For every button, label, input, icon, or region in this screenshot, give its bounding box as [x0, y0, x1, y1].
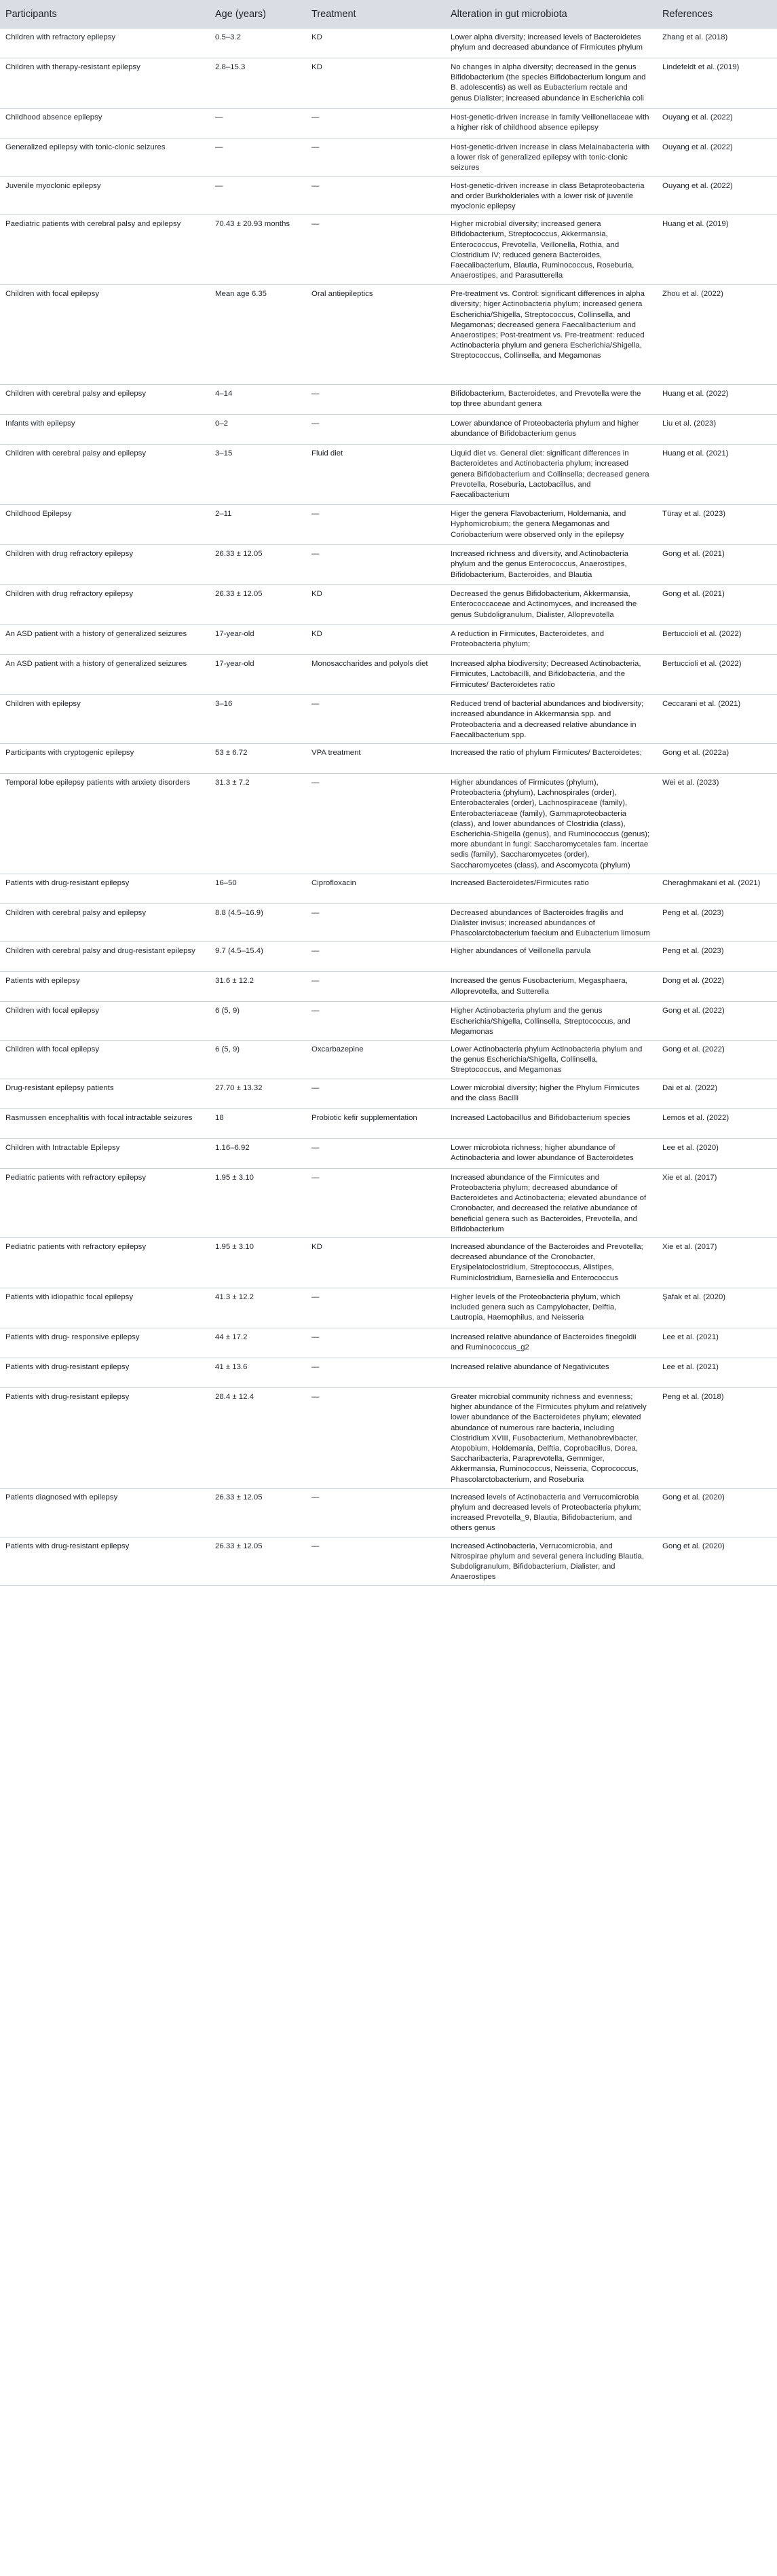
- table-row: [0, 138, 777, 177]
- table-row: [0, 29, 777, 58]
- cell-participants: Paediatric patients with cerebral palsy and epilepsy: [0, 215, 210, 285]
- cell-treatment: —: [306, 215, 445, 285]
- cell-reference: Lee et al. (2021): [657, 1328, 777, 1358]
- cell-age: 4–14: [210, 385, 306, 415]
- cell-participants: Children with focal epilepsy: [0, 1041, 210, 1079]
- cell-reference: Lemos et al. (2022): [657, 1108, 777, 1138]
- cell-reference: Şafak et al. (2020): [657, 1288, 777, 1328]
- cell-alteration: Lower abundance of Proteobacteria phylum and higher abundance of Bifidobacterium genus: [445, 415, 657, 445]
- cell-alteration: Increased the ratio of phylum Firmicutes/ Bacteroidetes;: [445, 744, 657, 774]
- cell-treatment: KD: [306, 1237, 445, 1288]
- cell-participants: Children with drug refractory epilepsy: [0, 585, 210, 625]
- cell-treatment: —: [306, 1488, 445, 1537]
- table-row: [0, 505, 777, 545]
- cell-reference: Ouyang et al. (2022): [657, 176, 777, 215]
- cell-alteration: No changes in alpha diversity; decreased in the genus Bifidobacterium (the species Bifidobacterium longum and B. adolescentis) as well as Eubacterium rectale and genus Dialister; increased abundance in Escherichia coli: [445, 58, 657, 109]
- table-row: [0, 1288, 777, 1328]
- cell-alteration: Higer the genera Flavobacterium, Holdemania, and Hyphomicrobium; the genera Megamonas and Coriobacterium were observed only in the epilepsy: [445, 505, 657, 545]
- cell-participants: Patients with idiopathic focal epilepsy: [0, 1288, 210, 1328]
- header-age: Age (years): [210, 0, 306, 29]
- cell-treatment: —: [306, 1168, 445, 1237]
- cell-alteration: Lower Actinobacteria phylum Actinobacteria phylum and the genus Escherichia/Shigella, Collinsella, Streptococcus, and Megamonas: [445, 1041, 657, 1079]
- cell-reference: Gong et al. (2020): [657, 1537, 777, 1586]
- table-row: [0, 1108, 777, 1138]
- cell-reference: Zhou et al. (2022): [657, 285, 777, 385]
- cell-age: 1.95 ± 3.10: [210, 1237, 306, 1288]
- cell-age: 0.5–3.2: [210, 29, 306, 58]
- cell-reference: Dong et al. (2022): [657, 972, 777, 1002]
- cell-age: 2–11: [210, 505, 306, 545]
- cell-participants: Children with therapy-resistant epilepsy: [0, 58, 210, 109]
- cell-alteration: Reduced trend of bacterial abundances and biodiversity; increased abundance in Akkermansia spp. and Proteobacteria and a decreased relative abundance in Faecalibacterium spp.: [445, 695, 657, 744]
- header-alteration: Alteration in gut microbiota: [445, 0, 657, 29]
- cell-treatment: —: [306, 942, 445, 972]
- table-row: [0, 1168, 777, 1237]
- table-row: [0, 744, 777, 774]
- cell-participants: Pediatric patients with refractory epilepsy: [0, 1168, 210, 1237]
- cell-treatment: —: [306, 1002, 445, 1041]
- cell-participants: Children with refractory epilepsy: [0, 29, 210, 58]
- cell-alteration: Lower microbial diversity; higher the Phylum Firmicutes and the class Bacilli: [445, 1079, 657, 1108]
- table-row: [0, 415, 777, 445]
- cell-reference: Wei et al. (2023): [657, 774, 777, 874]
- cell-alteration: Increased abundance of the Bacteroides and Prevotella; decreased abundance of the Cronobacter, Erysipelatoclostridium, Streptococcus, Alistipes, Ruminiclostridium, Barnesiella and Enterococcus: [445, 1237, 657, 1288]
- cell-reference: Peng et al. (2018): [657, 1387, 777, 1488]
- cell-reference: Türay et al. (2023): [657, 505, 777, 545]
- cell-age: 2.8–15.3: [210, 58, 306, 109]
- cell-treatment: —: [306, 109, 445, 138]
- table-row: [0, 545, 777, 585]
- table-row: [0, 585, 777, 625]
- cell-age: 26.33 ± 12.05: [210, 1537, 306, 1586]
- cell-age: 1.95 ± 3.10: [210, 1168, 306, 1237]
- cell-age: 6 (5, 9): [210, 1041, 306, 1079]
- cell-age: Mean age 6.35: [210, 285, 306, 385]
- cell-age: 0–2: [210, 415, 306, 445]
- cell-age: 17-year-old: [210, 625, 306, 655]
- cell-age: 16–50: [210, 874, 306, 903]
- cell-participants: Patients with drug-resistant epilepsy: [0, 874, 210, 903]
- cell-alteration: Increased relative abundance of Negativicutes: [445, 1358, 657, 1387]
- cell-age: —: [210, 109, 306, 138]
- cell-treatment: —: [306, 1537, 445, 1586]
- cell-reference: Bertuccioli et al. (2022): [657, 625, 777, 655]
- header-participants: Participants: [0, 0, 210, 29]
- cell-reference: Gong et al. (2021): [657, 545, 777, 585]
- cell-participants: Children with cerebral palsy and epilepsy: [0, 445, 210, 505]
- cell-treatment: —: [306, 176, 445, 215]
- cell-alteration: Increased the genus Fusobacterium, Megasphaera, Alloprevotella, and Sutterella: [445, 972, 657, 1002]
- cell-participants: Generalized epilepsy with tonic-clonic seizures: [0, 138, 210, 177]
- cell-treatment: —: [306, 545, 445, 585]
- cell-age: —: [210, 138, 306, 177]
- cell-age: —: [210, 176, 306, 215]
- cell-participants: Childhood absence epilepsy: [0, 109, 210, 138]
- cell-alteration: Greater microbial community richness and evenness; higher abundance of the Firmicutes phylum and relatively lower abundance of the Bacteroidetes phylum; elevated abundance of numerous rare bacteria, including Clostridium XVIII, Fusobacterium, Methanobrevibacter, Atopobium, Holdemania, Delftia, Coprobacillus, Dorea, Saccharibacteria, Paraprevotella, Gemmiger, Akkermansia, Ruminococcus, Neisseria, Coprococcus, Phascolarctobacterium, and Roseburia: [445, 1387, 657, 1488]
- table-row: [0, 1237, 777, 1288]
- header-treatment: Treatment: [306, 0, 445, 29]
- cell-treatment: —: [306, 695, 445, 744]
- cell-participants: Patients with drug- responsive epilepsy: [0, 1328, 210, 1358]
- cell-alteration: Increased relative abundance of Bacteroides finegoldii and Ruminococcus_g2: [445, 1328, 657, 1358]
- cell-participants: An ASD patient with a history of generalized seizures: [0, 655, 210, 695]
- cell-treatment: Oxcarbazepine: [306, 1041, 445, 1079]
- cell-alteration: Higher levels of the Proteobacteria phylum, which included genera such as Campylobacter, Delftia, Lautropia, Haemophilus, and Neisseria: [445, 1288, 657, 1328]
- cell-participants: Children with drug refractory epilepsy: [0, 545, 210, 585]
- cell-participants: Juvenile myoclonic epilepsy: [0, 176, 210, 215]
- cell-alteration: Decreased the genus Bifidobacterium, Akkermansia, Enterococcaceae and Actinomyces, and increased the genus Subdoligranulum, Dialister, Alloprevotella: [445, 585, 657, 625]
- cell-treatment: Monosaccharides and polyols diet: [306, 655, 445, 695]
- cell-treatment: —: [306, 1358, 445, 1387]
- table-row: [0, 774, 777, 874]
- cell-reference: Xie et al. (2017): [657, 1168, 777, 1237]
- cell-alteration: Higher abundances of Firmicutes (phylum), Proteobacteria (phylum), Lachnospirales (order), Enterobacterales (order), Lachnospiraceae (family), Enterobacteriaceae (family), Gammaproteobacteria (class), and lower abundances of Clostridia (class), Escherichia-Shigella (genus), and Ruminococcus (genus); more abundant in fungi: Saccharomycetales fam. incertae sedis (family), Saccharomycetes (order), Saccharomycetes (class), and Ascomycota (phylum): [445, 774, 657, 874]
- cell-treatment: —: [306, 774, 445, 874]
- cell-reference: Liu et al. (2023): [657, 415, 777, 445]
- cell-treatment: —: [306, 1387, 445, 1488]
- cell-treatment: —: [306, 1328, 445, 1358]
- cell-reference: Cheraghmakani et al. (2021): [657, 874, 777, 903]
- cell-age: 9.7 (4.5–15.4): [210, 942, 306, 972]
- cell-alteration: Increased richness and diversity, and Actinobacteria phylum and the genus Enterococcus, Anaerostipes, Bifidobacterium, Bacteroides, and Blautia: [445, 545, 657, 585]
- cell-treatment: Probiotic kefir supplementation: [306, 1108, 445, 1138]
- cell-reference: Ceccarani et al. (2021): [657, 695, 777, 744]
- cell-alteration: Higher abundances of Veillonella parvula: [445, 942, 657, 972]
- cell-participants: Patients with drug-resistant epilepsy: [0, 1358, 210, 1387]
- cell-treatment: —: [306, 972, 445, 1002]
- cell-reference: Ouyang et al. (2022): [657, 138, 777, 177]
- cell-alteration: Increased Bacteroidetes/Firmicutes ratio: [445, 874, 657, 903]
- cell-alteration: Increased alpha biodiversity; Decreased Actinobacteria, Firmicutes, Lactobacilli, and Bifidobacteria, and the Firmicutes/ Bacteroidetes ratio: [445, 655, 657, 695]
- cell-reference: Gong et al. (2022a): [657, 744, 777, 774]
- cell-participants: Children with cerebral palsy and epilepsy: [0, 903, 210, 942]
- cell-reference: Lindefeldt et al. (2019): [657, 58, 777, 109]
- cell-participants: Drug-resistant epilepsy patients: [0, 1079, 210, 1108]
- table-row: [0, 445, 777, 505]
- cell-alteration: Bifidobacterium, Bacteroidetes, and Prevotella were the top three abundant genera: [445, 385, 657, 415]
- cell-age: 53 ± 6.72: [210, 744, 306, 774]
- cell-treatment: —: [306, 1138, 445, 1168]
- table-row: [0, 1138, 777, 1168]
- cell-treatment: —: [306, 903, 445, 942]
- table-row: [0, 176, 777, 215]
- cell-age: 31.6 ± 12.2: [210, 972, 306, 1002]
- table-row: [0, 109, 777, 138]
- table-row: [0, 625, 777, 655]
- cell-age: 3–16: [210, 695, 306, 744]
- cell-reference: Gong et al. (2022): [657, 1002, 777, 1041]
- table-row: [0, 874, 777, 903]
- table-row: [0, 385, 777, 415]
- cell-reference: Dai et al. (2022): [657, 1079, 777, 1108]
- cell-alteration: Lower alpha diversity; increased levels of Bacteroidetes phylum and decreased abundance of Firmicutes phylum: [445, 29, 657, 58]
- cell-treatment: Fluid diet: [306, 445, 445, 505]
- cell-treatment: KD: [306, 58, 445, 109]
- cell-participants: Children with focal epilepsy: [0, 1002, 210, 1041]
- table-row: [0, 1079, 777, 1108]
- cell-alteration: Host-genetic-driven increase in class Melainabacteria with a lower risk of generalized epilepsy with tonic-clonic seizures: [445, 138, 657, 177]
- cell-participants: Patients with drug-resistant epilepsy: [0, 1387, 210, 1488]
- cell-treatment: —: [306, 505, 445, 545]
- cell-reference: Lee et al. (2020): [657, 1138, 777, 1168]
- cell-treatment: —: [306, 1288, 445, 1328]
- cell-treatment: KD: [306, 585, 445, 625]
- cell-participants: Participants with cryptogenic epilepsy: [0, 744, 210, 774]
- cell-reference: Huang et al. (2022): [657, 385, 777, 415]
- table-row: [0, 1328, 777, 1358]
- cell-treatment: KD: [306, 29, 445, 58]
- cell-alteration: Increased abundance of the Firmicutes and Proteobacteria phylum; decreased abundance of Bacteroidetes and Actinobacteria; elevated abundance of Cronobacter, and decreased the relative abundance of beneficial genera such as Bacteroides, Prevotella, and Bifidobacterium: [445, 1168, 657, 1237]
- cell-alteration: Increased Lactobacillus and Bifidobacterium species: [445, 1108, 657, 1138]
- cell-treatment: —: [306, 415, 445, 445]
- cell-treatment: VPA treatment: [306, 744, 445, 774]
- cell-age: 1.16–6.92: [210, 1138, 306, 1168]
- cell-participants: Children with cerebral palsy and drug-resistant epilepsy: [0, 942, 210, 972]
- cell-reference: Gong et al. (2022): [657, 1041, 777, 1079]
- cell-participants: Patients diagnosed with epilepsy: [0, 1488, 210, 1537]
- cell-participants: Patients with drug-resistant epilepsy: [0, 1537, 210, 1586]
- cell-participants: Children with cerebral palsy and epilepsy: [0, 385, 210, 415]
- cell-age: 6 (5, 9): [210, 1002, 306, 1041]
- cell-treatment: Ciprofloxacin: [306, 874, 445, 903]
- cell-reference: Bertuccioli et al. (2022): [657, 655, 777, 695]
- cell-alteration: Host-genetic-driven increase in family Veillonellaceae with a higher risk of childhood absence epilepsy: [445, 109, 657, 138]
- cell-treatment: Oral antiepileptics: [306, 285, 445, 385]
- cell-age: 44 ± 17.2: [210, 1328, 306, 1358]
- cell-age: 8.8 (4.5–16.9): [210, 903, 306, 942]
- cell-participants: Rasmussen encephalitis with focal intractable seizures: [0, 1108, 210, 1138]
- table-row: [0, 285, 777, 385]
- table-row: [0, 1358, 777, 1387]
- cell-treatment: —: [306, 385, 445, 415]
- cell-age: 26.33 ± 12.05: [210, 545, 306, 585]
- cell-participants: Children with Intractable Epilepsy: [0, 1138, 210, 1168]
- cell-alteration: Decreased abundances of Bacteroides fragilis and Dialister invisus; increased abundances of Phascolarctobacterium faecium and Eubacterium limosum: [445, 903, 657, 942]
- cell-alteration: Lower microbiota richness; higher abundance of Actinobacteria and lower abundance of Bacteroidetes: [445, 1138, 657, 1168]
- cell-treatment: KD: [306, 625, 445, 655]
- cell-participants: Children with epilepsy: [0, 695, 210, 744]
- table-row: [0, 215, 777, 285]
- cell-alteration: Increased Actinobacteria, Verrucomicrobia, and Nitrospirae phylum and several genera including Blautia, Subdoligranulum, Bifidobacterium, Dialister, and Anaerostipes: [445, 1537, 657, 1586]
- cell-participants: An ASD patient with a history of generalized seizures: [0, 625, 210, 655]
- table-row: [0, 1041, 777, 1079]
- cell-age: 41.3 ± 12.2: [210, 1288, 306, 1328]
- cell-participants: Temporal lobe epilepsy patients with anxiety disorders: [0, 774, 210, 874]
- cell-age: 27.70 ± 13.32: [210, 1079, 306, 1108]
- cell-age: 70.43 ± 20.93 months: [210, 215, 306, 285]
- cell-alteration: A reduction in Firmicutes, Bacteroidetes, and Proteobacteria phylum;: [445, 625, 657, 655]
- cell-reference: Lee et al. (2021): [657, 1358, 777, 1387]
- header-row: [0, 0, 777, 29]
- cell-age: 18: [210, 1108, 306, 1138]
- cell-reference: Xie et al. (2017): [657, 1237, 777, 1288]
- cell-alteration: Host-genetic-driven increase in class Betaproteobacteria and order Burkholderiales with a lower risk of juvenile myoclonic epilepsy: [445, 176, 657, 215]
- cell-participants: Infants with epilepsy: [0, 415, 210, 445]
- cell-reference: Gong et al. (2021): [657, 585, 777, 625]
- table-row: [0, 655, 777, 695]
- cell-age: 28.4 ± 12.4: [210, 1387, 306, 1488]
- cell-age: 41 ± 13.6: [210, 1358, 306, 1387]
- cell-reference: Zhang et al. (2018): [657, 29, 777, 58]
- table-row: [0, 903, 777, 942]
- cell-reference: Peng et al. (2023): [657, 903, 777, 942]
- cell-age: 26.33 ± 12.05: [210, 585, 306, 625]
- cell-reference: Ouyang et al. (2022): [657, 109, 777, 138]
- table-row: [0, 1537, 777, 1586]
- cell-age: 26.33 ± 12.05: [210, 1488, 306, 1537]
- table-row: [0, 1387, 777, 1488]
- table-row: [0, 972, 777, 1002]
- cell-alteration: Higher Actinobacteria phylum and the genus Escherichia/Shigella, Collinsella, Streptococcus, and Megamonas: [445, 1002, 657, 1041]
- header-references: References: [657, 0, 777, 29]
- cell-reference: Peng et al. (2023): [657, 942, 777, 972]
- cell-reference: Huang et al. (2019): [657, 215, 777, 285]
- table-row: [0, 1002, 777, 1041]
- cell-treatment: —: [306, 1079, 445, 1108]
- table-row: [0, 1488, 777, 1537]
- table-row: [0, 58, 777, 109]
- cell-participants: Children with focal epilepsy: [0, 285, 210, 385]
- cell-age: 3–15: [210, 445, 306, 505]
- cell-alteration: Increased levels of Actinobacteria and Verrucomicrobia phylum and decreased levels of Proteobacteria phylum; increased Prevotella_9, Blautia, Bifidobacterium, and others genus: [445, 1488, 657, 1537]
- cell-reference: Gong et al. (2020): [657, 1488, 777, 1537]
- cell-participants: Childhood Epilepsy: [0, 505, 210, 545]
- cell-alteration: Pre-treatment vs. Control: significant differences in alpha diversity; higer Actinobacteria phylum; increased genera Escherichia/Shigella, Streptococcus, Collinsella, and Megamonas; decreased genera Faecalibacterium and Anaerostipes; Post-treatment vs. Pre-treatment: reduced Actinobacteria phylum and genera Escherichia/Shigella, Streptococcus, Collinsella, and Megamonas: [445, 285, 657, 385]
- table-row: [0, 695, 777, 744]
- cell-alteration: Higher microbial diversity; increased genera Bifidobacterium, Streptococcus, Akkermansia, Enterococcus, Prevotella, Veillonella, Rothia, and Clostridium IV; reduced genera Bacteroides, Faecalibacterium, Blautia, Ruminococcus, Roseburia, Anaerostipes, and Parasutterella: [445, 215, 657, 285]
- cell-reference: Huang et al. (2021): [657, 445, 777, 505]
- cell-age: 17-year-old: [210, 655, 306, 695]
- table-row: [0, 942, 777, 972]
- cell-age: 31.3 ± 7.2: [210, 774, 306, 874]
- cell-participants: Patients with epilepsy: [0, 972, 210, 1002]
- cell-participants: Pediatric patients with refractory epilepsy: [0, 1237, 210, 1288]
- cell-treatment: —: [306, 138, 445, 177]
- cell-alteration: Liquid diet vs. General diet: significant differences in Bacteroidetes and Actinobacteria phylum; increased genera Bifidobacterium and Collinsella; decreased genera Prevotella, Roseburia, Lactobacillus, and Faecalibacterium: [445, 445, 657, 505]
